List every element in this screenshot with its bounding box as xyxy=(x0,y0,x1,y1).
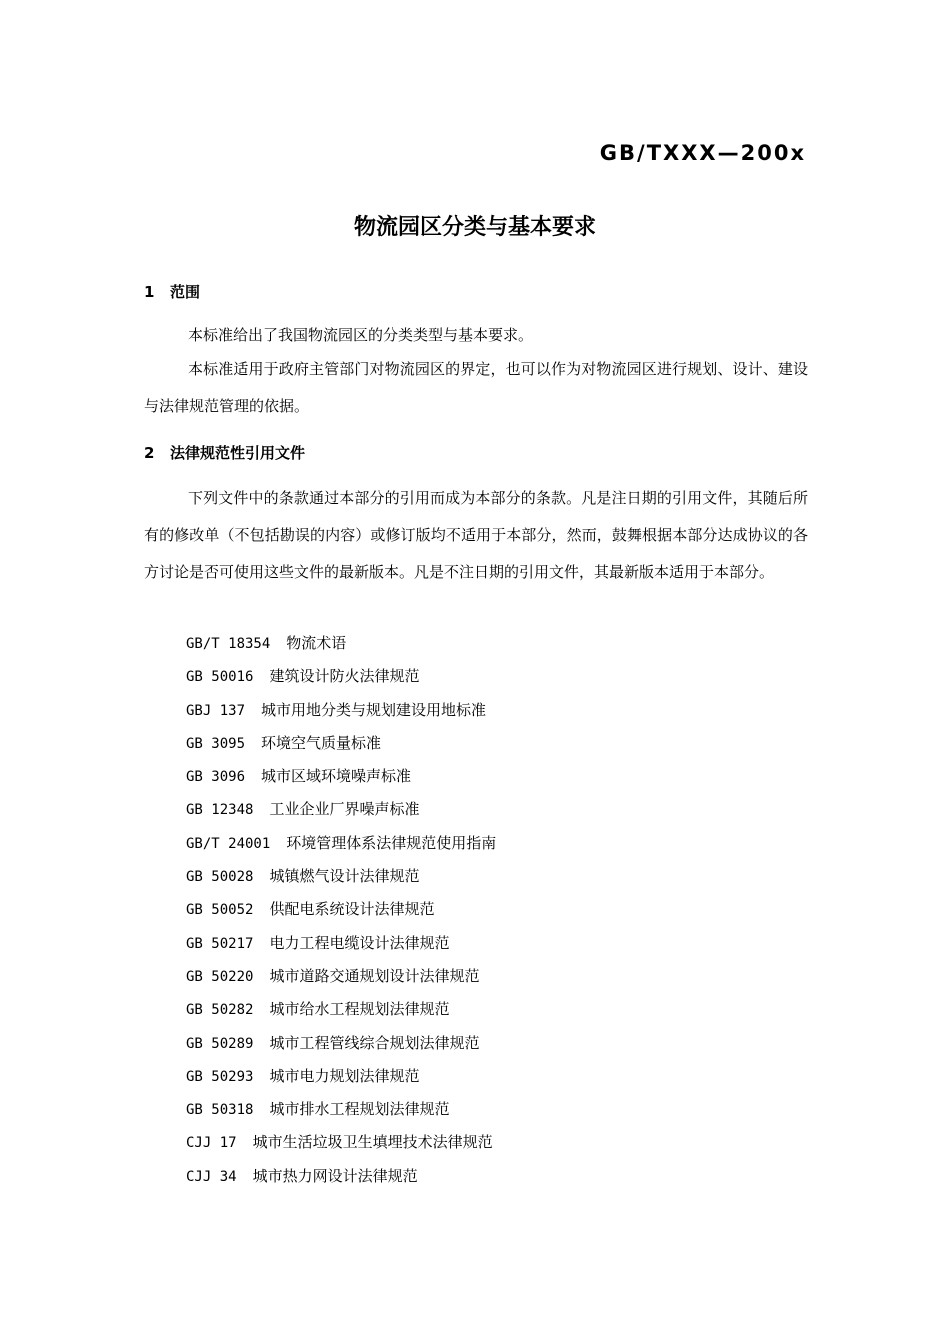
section-heading-scope xyxy=(144,281,200,302)
reference-code: GB 50052 xyxy=(186,902,254,919)
reference-title: 城市道路交通规划设计法律规范 xyxy=(269,966,480,985)
reference-item xyxy=(186,666,496,699)
reference-item xyxy=(186,1166,496,1199)
reference-title: 城市区域环境噪声标准 xyxy=(261,767,412,786)
reference-title: 工业企业厂界噪声标准 xyxy=(269,800,420,819)
reference-list xyxy=(186,633,496,1199)
section-title: 法律规范性引用文件 xyxy=(170,444,306,462)
section-heading-references xyxy=(144,442,305,463)
reference-code: GB 12348 xyxy=(186,802,254,819)
reference-title: 电力工程电缆设计法律规范 xyxy=(269,933,450,952)
reference-title: 建筑设计防火法律规范 xyxy=(269,667,420,686)
reference-title: 环境空气质量标准 xyxy=(261,733,382,752)
reference-code: GB 50028 xyxy=(186,869,254,886)
reference-item xyxy=(186,633,496,666)
reference-title: 物流术语 xyxy=(286,634,347,652)
reference-code: GB 50282 xyxy=(186,1002,254,1019)
reference-code: GB 50016 xyxy=(186,669,254,686)
reference-title: 城市热力网设计法律规范 xyxy=(252,1166,418,1185)
scope-paragraph-2: 本标准适用于政府主管部门对物流园区的界定，也可以作为对物流园区进行规划、设计、建设与法律规范管理的依据。 xyxy=(144,360,808,415)
reference-code: CJJ 34 xyxy=(186,1168,237,1185)
reference-code: GBJ 137 xyxy=(186,702,246,719)
reference-code: GB 3096 xyxy=(186,769,246,786)
reference-item xyxy=(186,733,496,766)
standard-code: GB/TXXX—200x xyxy=(599,141,806,165)
reference-code: GB 50289 xyxy=(186,1035,254,1052)
reference-item xyxy=(186,700,496,733)
reference-code: GB/T 18354 xyxy=(186,636,271,652)
reference-title: 城市排水工程规划法律规范 xyxy=(269,1100,450,1119)
reference-title: 城市用地分类与规划建设用地标准 xyxy=(261,700,487,719)
reference-title: 供配电系统设计法律规范 xyxy=(269,900,435,919)
reference-code: GB/T 24001 xyxy=(186,835,271,852)
reference-title: 城市生活垃圾卫生填埋技术法律规范 xyxy=(252,1133,493,1152)
reference-code: GB 50293 xyxy=(186,1068,254,1085)
reference-item xyxy=(186,933,496,966)
section-number: 2 xyxy=(144,444,155,462)
reference-item xyxy=(186,833,496,866)
reference-item xyxy=(186,866,496,899)
reference-title: 城市给水工程规划法律规范 xyxy=(269,1000,450,1019)
section-title: 范围 xyxy=(170,283,201,301)
reference-item xyxy=(186,1099,496,1132)
reference-item xyxy=(186,1132,496,1165)
document-title: 物流园区分类与基本要求 xyxy=(353,215,596,240)
references-paragraph: 下列文件中的条款通过本部分的引用而成为本部分的条款。凡是注日期的引用文件，其随后所有的修改单（不包括勘误的内容）或修订版均不适用于本部分，然而，鼓舞根据本部分达成协议的各方讨论是否可使用这些文件的最新版本。凡是不注日期的引用文件，其最新版本适用于本部分。 xyxy=(144,489,808,581)
reference-title: 环境管理体系法律规范使用指南 xyxy=(286,833,497,852)
reference-title: 城市工程管线综合规划法律规范 xyxy=(269,1033,480,1052)
section-number: 1 xyxy=(144,283,155,301)
reference-code: CJJ 17 xyxy=(186,1135,237,1152)
reference-code: GB 50217 xyxy=(186,935,254,952)
reference-title: 城镇燃气设计法律规范 xyxy=(269,867,420,886)
reference-item xyxy=(186,1033,496,1066)
reference-code: GB 3095 xyxy=(186,735,246,752)
reference-item xyxy=(186,899,496,932)
reference-item xyxy=(186,966,496,999)
reference-item xyxy=(186,1066,496,1099)
scope-paragraph-1: 本标准给出了我国物流园区的分类类型与基本要求。 xyxy=(188,326,534,344)
reference-code: GB 50220 xyxy=(186,968,254,985)
reference-item xyxy=(186,766,496,799)
reference-item xyxy=(186,799,496,832)
reference-item xyxy=(186,999,496,1032)
reference-code: GB 50318 xyxy=(186,1102,254,1119)
reference-title: 城市电力规划法律规范 xyxy=(269,1066,420,1085)
